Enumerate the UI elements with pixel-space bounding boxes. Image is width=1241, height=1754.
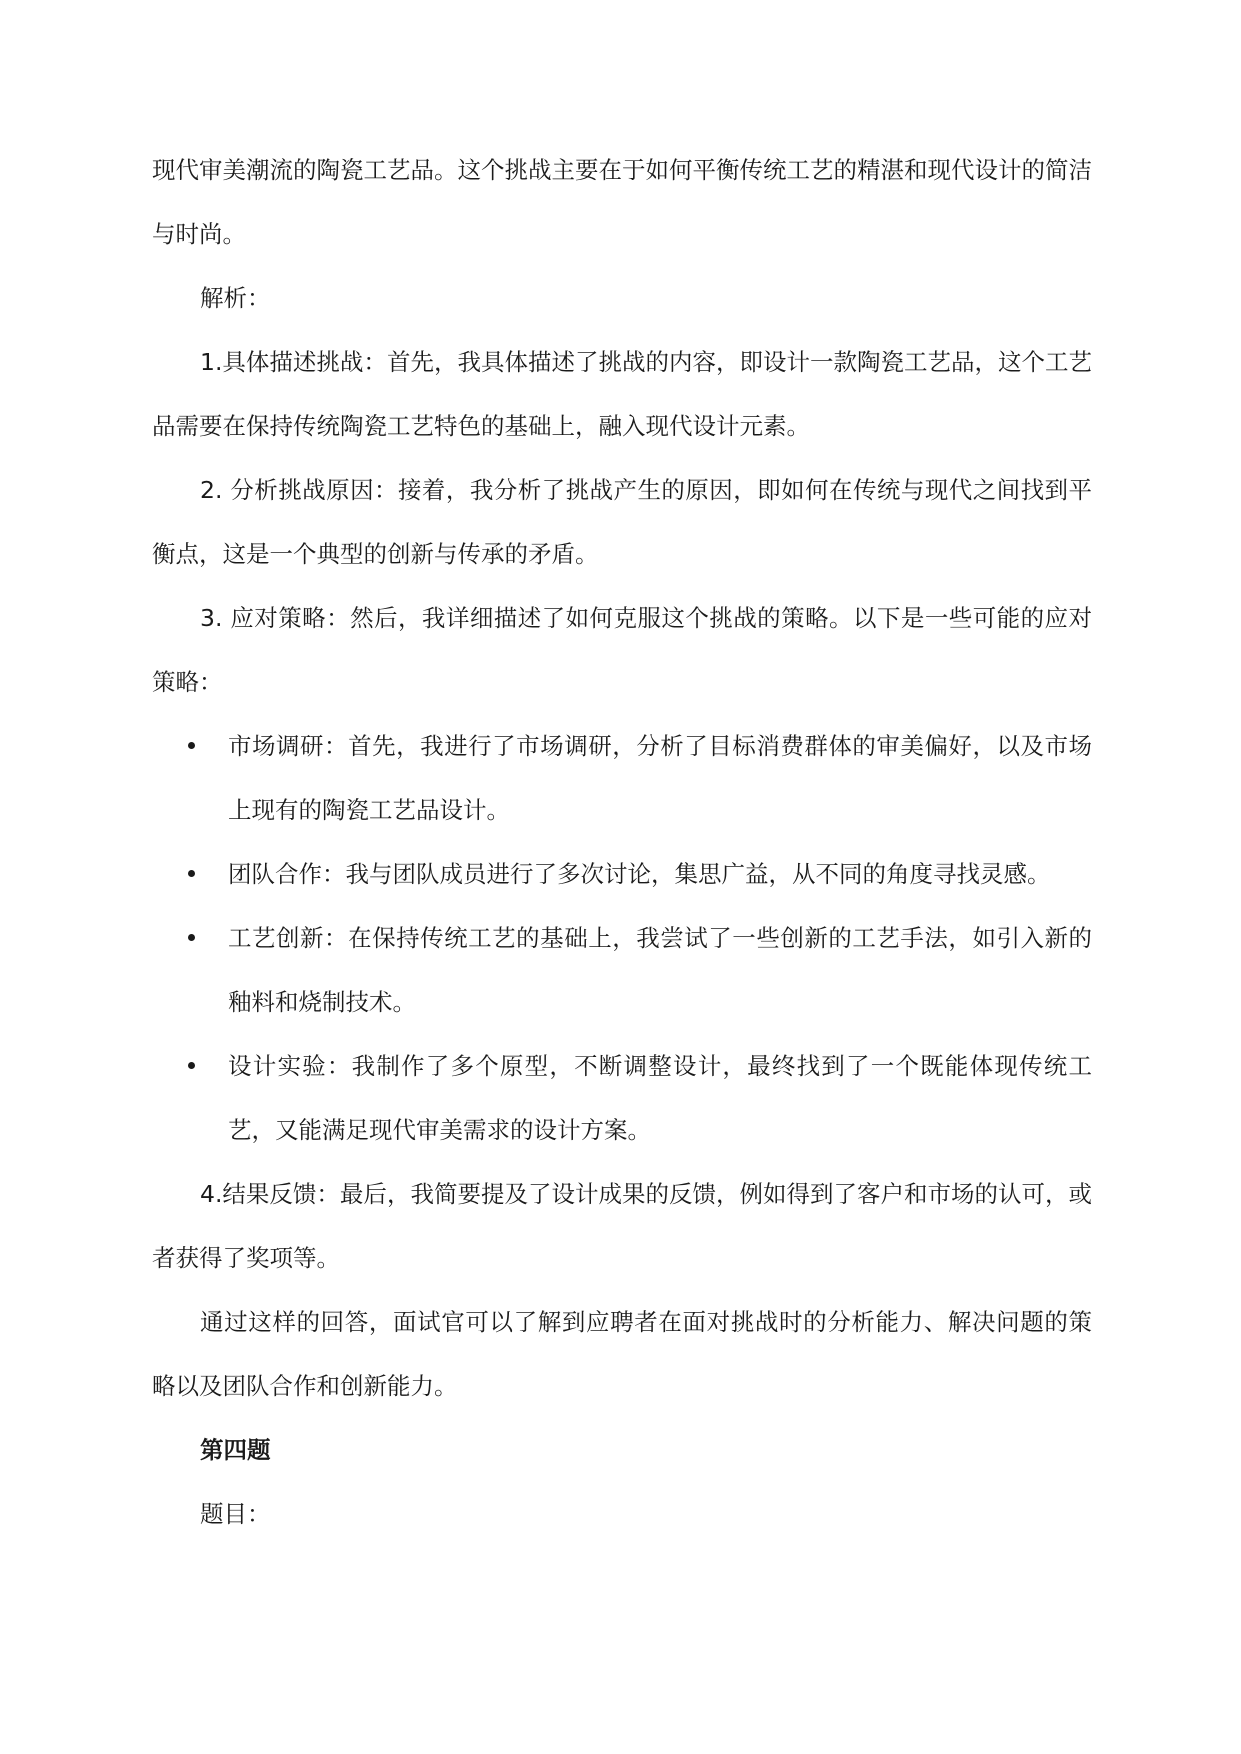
list-item-text: 市场调研：首先，我进行了市场调研，分析了目标消费群体的审美偏好，以及市场上现有的陶瓷工艺品设计。	[228, 732, 1092, 824]
paragraph-question-label: 题目：	[200, 1500, 271, 1528]
bullet-icon	[188, 742, 195, 749]
document-page	[152, 138, 1092, 1546]
list-item-text: 团队合作：我与团队成员进行了多次讨论，集思广益，从不同的角度寻找灵感。	[228, 860, 1051, 888]
paragraph-point-1: 1.具体描述挑战：首先，我具体描述了挑战的内容，即设计一款陶瓷工艺品，这个工艺品需要在保持传统陶瓷工艺特色的基础上，融入现代设计元素。	[152, 348, 1092, 440]
paragraph-point-3: 3. 应对策略：然后，我详细描述了如何克服这个挑战的策略。以下是一些可能的应对策略：	[152, 604, 1092, 696]
list-item	[152, 906, 1092, 1034]
section-heading: 第四题	[200, 1436, 271, 1464]
list-item	[152, 842, 1092, 906]
list-item	[152, 714, 1092, 842]
list-item-text: 工艺创新：在保持传统工艺的基础上，我尝试了一些创新的工艺手法，如引入新的釉料和烧制技术。	[228, 924, 1092, 1016]
paragraph-point-4: 4.结果反馈：最后，我简要提及了设计成果的反馈，例如得到了客户和市场的认可，或者获得了奖项等。	[152, 1180, 1092, 1272]
bullet-icon	[188, 1062, 195, 1069]
paragraph-summary: 通过这样的回答，面试官可以了解到应聘者在面对挑战时的分析能力、解决问题的策略以及团队合作和创新能力。	[152, 1308, 1092, 1400]
paragraph-analysis-label: 解析：	[200, 284, 271, 312]
list-item	[152, 1034, 1092, 1162]
paragraph-intro: 现代审美潮流的陶瓷工艺品。这个挑战主要在于如何平衡传统工艺的精湛和现代设计的简洁与时尚。	[152, 156, 1092, 248]
bullet-icon	[188, 870, 195, 877]
paragraph-point-2: 2. 分析挑战原因：接着，我分析了挑战产生的原因，即如何在传统与现代之间找到平衡点，这是一个典型的创新与传承的矛盾。	[152, 476, 1092, 568]
bullet-icon	[188, 934, 195, 941]
list-item-text: 设计实验：我制作了多个原型，不断调整设计，最终找到了一个既能体现传统工艺，又能满足现代审美需求的设计方案。	[228, 1052, 1092, 1144]
strategy-list	[152, 714, 1092, 1162]
